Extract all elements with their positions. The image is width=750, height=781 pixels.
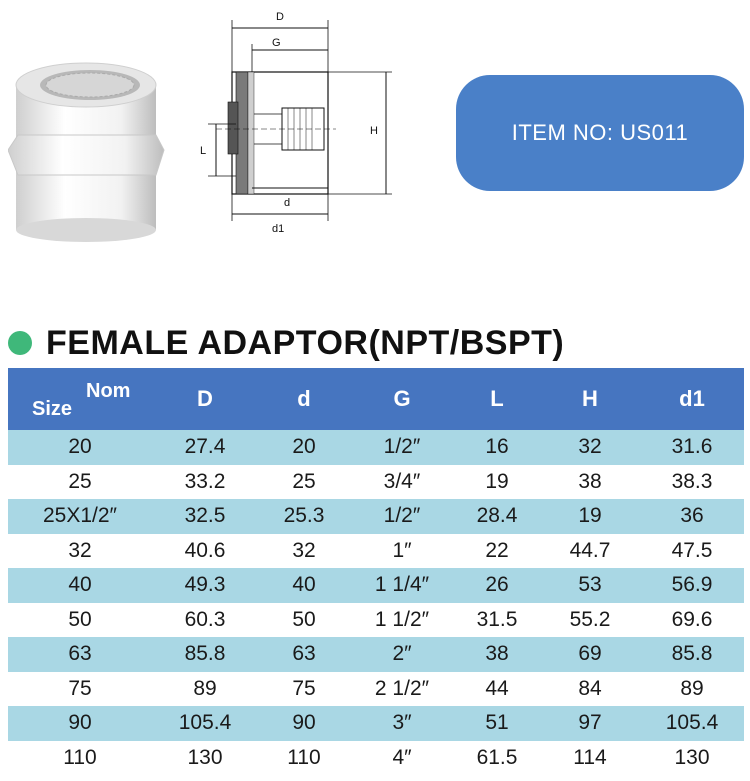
table-cell: 16 [454, 430, 540, 465]
table-cell: 53 [540, 568, 640, 603]
table-cell: 1 1/4″ [350, 568, 454, 603]
header-nom-label: Nom [86, 380, 131, 402]
table-cell: 63 [8, 637, 152, 672]
product-photo [8, 55, 168, 245]
table-cell: 97 [540, 706, 640, 741]
table-cell: 89 [640, 672, 744, 707]
table-row [8, 706, 744, 741]
table-header-row [8, 368, 744, 430]
table-cell: 19 [454, 465, 540, 500]
table-cell: 25X1/2″ [8, 499, 152, 534]
table-cell: 56.9 [640, 568, 744, 603]
table-cell: 84 [540, 672, 640, 707]
table-cell: 40 [258, 568, 350, 603]
table-cell: 1/2″ [350, 499, 454, 534]
table-cell: 32 [8, 534, 152, 569]
table-row [8, 603, 744, 638]
table-cell: 3/4″ [350, 465, 454, 500]
table-cell: 38 [454, 637, 540, 672]
table-cell: 51 [454, 706, 540, 741]
technical-drawing [192, 6, 420, 242]
table-cell: 31.6 [640, 430, 744, 465]
table-cell: 110 [258, 741, 350, 776]
spec-table [8, 368, 744, 775]
item-number-box [456, 75, 744, 191]
label-d: d [284, 197, 291, 209]
item-number-text: ITEM NO: US011 [511, 120, 689, 145]
table-cell: 26 [454, 568, 540, 603]
table-cell: 90 [8, 706, 152, 741]
table-row [8, 430, 744, 465]
label-G: G [272, 37, 281, 49]
table-cell: 25 [258, 465, 350, 500]
table-cell: 49.3 [152, 568, 258, 603]
table-row [8, 568, 744, 603]
table-cell: 2 1/2″ [350, 672, 454, 707]
table-cell: 85.8 [640, 637, 744, 672]
table-cell: 75 [258, 672, 350, 707]
header-col: G [350, 368, 454, 430]
table-cell: 50 [258, 603, 350, 638]
table-row [8, 534, 744, 569]
table-cell: 90 [258, 706, 350, 741]
table-cell: 1 1/2″ [350, 603, 454, 638]
table-cell: 47.5 [640, 534, 744, 569]
label-H: H [370, 125, 378, 137]
table-cell: 50 [8, 603, 152, 638]
table-cell: 33.2 [152, 465, 258, 500]
table-cell: 89 [152, 672, 258, 707]
table-cell: 20 [8, 430, 152, 465]
table-cell: 75 [8, 672, 152, 707]
table-row [8, 465, 744, 500]
table-row [8, 637, 744, 672]
header-size-label: Size [32, 398, 73, 420]
table-cell: 105.4 [152, 706, 258, 741]
heading-title: FEMALE ADAPTOR(NPT/BSPT) [46, 323, 565, 362]
label-d1: d1 [272, 223, 285, 235]
table-cell: 85.8 [152, 637, 258, 672]
table-cell: 114 [540, 741, 640, 776]
table-cell: 22 [454, 534, 540, 569]
table-row [8, 672, 744, 707]
table-cell: 69.6 [640, 603, 744, 638]
header-col: d1 [640, 368, 744, 430]
table-cell: 44 [454, 672, 540, 707]
table-cell: 19 [540, 499, 640, 534]
table-cell: 25 [8, 465, 152, 500]
table-cell: 38.3 [640, 465, 744, 500]
table-cell: 2″ [350, 637, 454, 672]
table-cell: 110 [8, 741, 152, 776]
header-col: H [540, 368, 640, 430]
table-cell: 31.5 [454, 603, 540, 638]
table-cell: 36 [640, 499, 744, 534]
table-cell: 105.4 [640, 706, 744, 741]
table-cell: 130 [152, 741, 258, 776]
table-cell: 25.3 [258, 499, 350, 534]
table-cell: 32.5 [152, 499, 258, 534]
label-L: L [200, 145, 207, 157]
table-cell: 61.5 [454, 741, 540, 776]
header-col: d [258, 368, 350, 430]
table-cell: 40 [8, 568, 152, 603]
table-cell: 130 [640, 741, 744, 776]
table-cell: 40.6 [152, 534, 258, 569]
label-D: D [276, 11, 284, 23]
table-cell: 28.4 [454, 499, 540, 534]
table-cell: 20 [258, 430, 350, 465]
table-cell: 55.2 [540, 603, 640, 638]
bullet-icon [8, 331, 32, 355]
header-col: L [454, 368, 540, 430]
table-cell: 32 [258, 534, 350, 569]
table-cell: 1″ [350, 534, 454, 569]
table-row [8, 499, 744, 534]
table-cell: 32 [540, 430, 640, 465]
table-cell: 3″ [350, 706, 454, 741]
table-cell: 63 [258, 637, 350, 672]
table-cell: 60.3 [152, 603, 258, 638]
table-cell: 38 [540, 465, 640, 500]
table-cell: 4″ [350, 741, 454, 776]
table-cell: 69 [540, 637, 640, 672]
section-heading [8, 320, 564, 366]
table-cell: 27.4 [152, 430, 258, 465]
header-col: D [152, 368, 258, 430]
table-cell: 1/2″ [350, 430, 454, 465]
table-cell: 44.7 [540, 534, 640, 569]
header-size-nom [8, 368, 152, 430]
table-row [8, 741, 744, 776]
